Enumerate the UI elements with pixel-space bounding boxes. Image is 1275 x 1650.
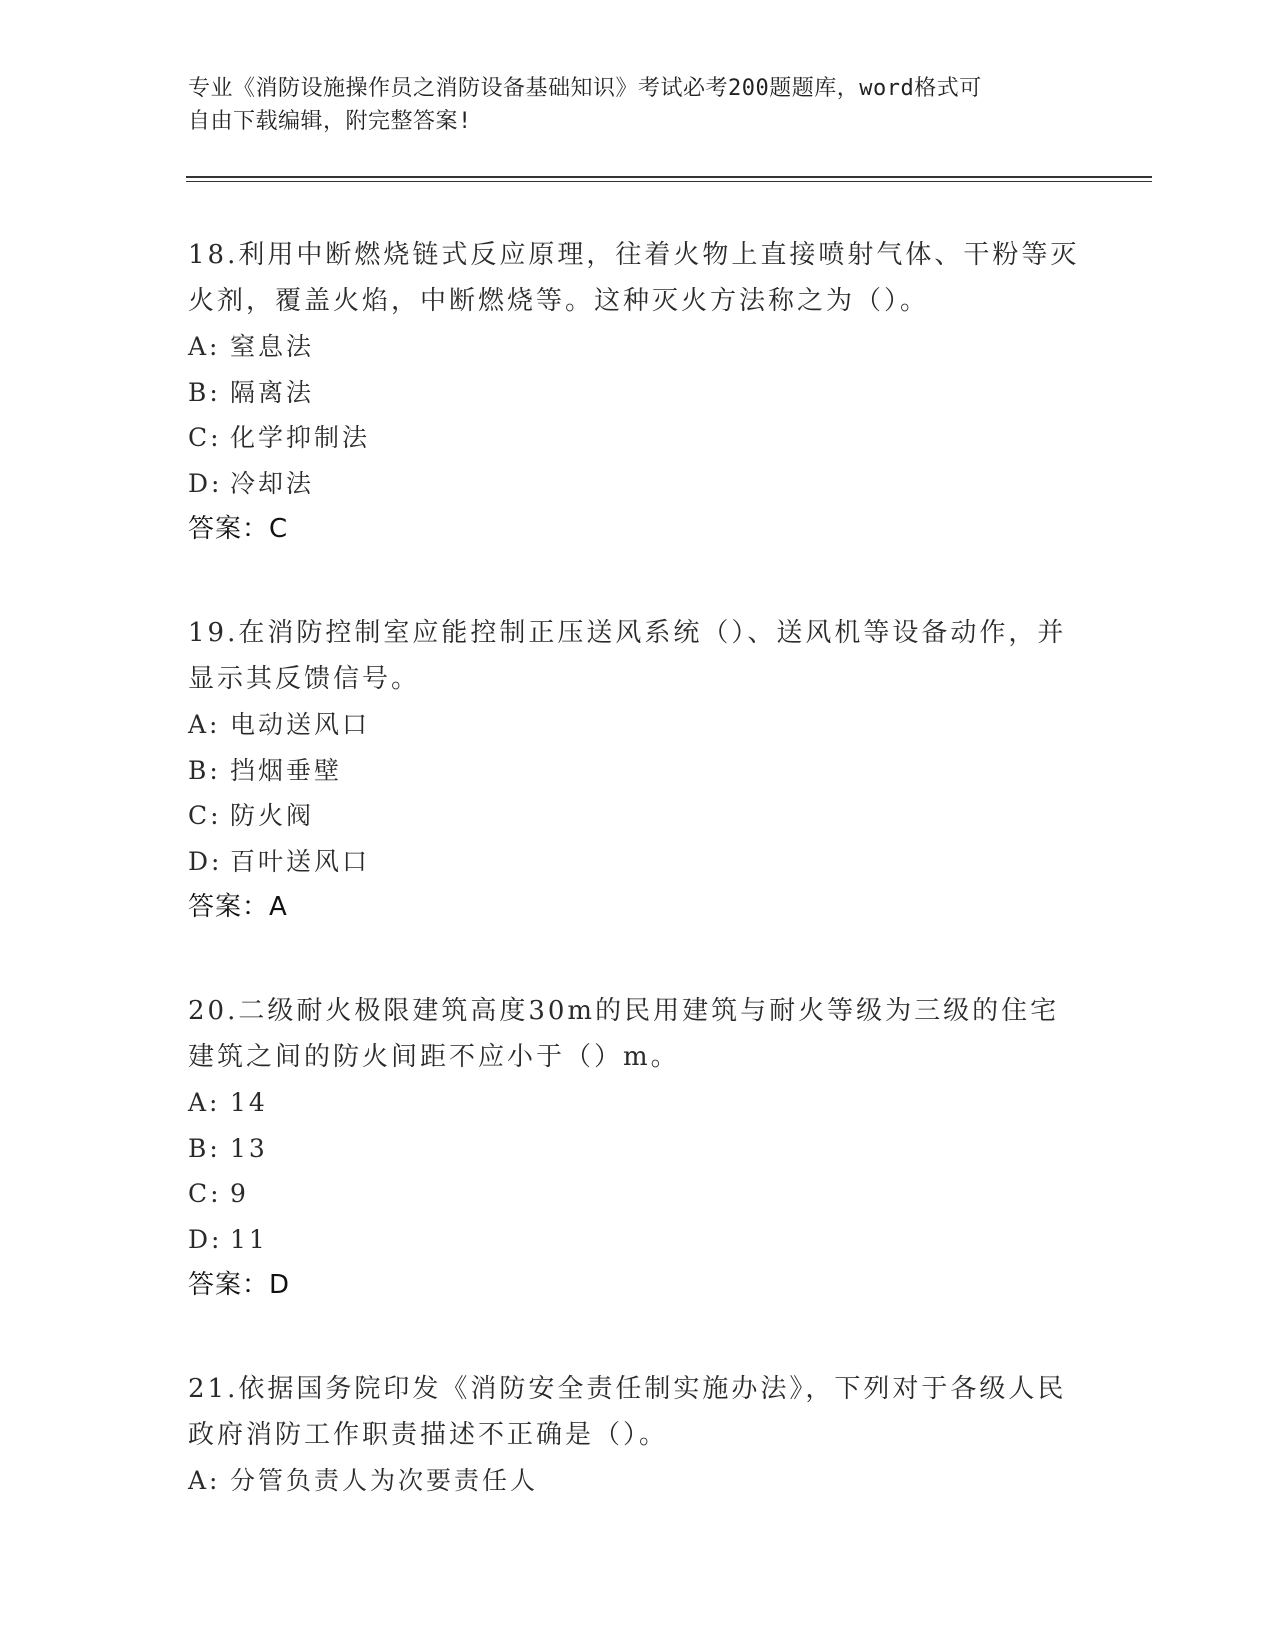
- option-letter: C:: [188, 423, 222, 452]
- option-text: 电动送风口: [230, 710, 371, 739]
- option-d: [188, 839, 1088, 885]
- option-letter: A:: [188, 710, 221, 739]
- header-divider: [186, 176, 1152, 182]
- answer-line: 答案：C: [188, 514, 289, 544]
- question-21: [188, 1366, 1088, 1504]
- option-letter: A:: [188, 332, 221, 361]
- document-header: [188, 72, 1068, 138]
- option-b: [188, 1126, 1088, 1172]
- option-text: 化学抑制法: [230, 423, 371, 452]
- header-line-1: 专业《消防设施操作员之消防设备基础知识》考试必考200题题库，word格式可: [188, 76, 982, 101]
- option-a: [188, 1458, 1088, 1504]
- option-text: 百叶送风口: [230, 846, 371, 876]
- option-letter: D:: [188, 1224, 223, 1254]
- option-text: 隔离法: [230, 377, 315, 407]
- question-stem: 21.依据国务院印发《消防安全责任制实施办法》，下列对于各级人民政府消防工作职责描述不正确是（）。: [188, 1374, 1067, 1450]
- option-a: [188, 1080, 1088, 1126]
- option-letter: B:: [188, 377, 221, 407]
- option-text: 13: [230, 1133, 268, 1163]
- question-stem: 20.二级耐火极限建筑高度30m的民用建筑与耐火等级为三级的住宅建筑之间的防火间距不应小于（）m。: [188, 996, 1060, 1072]
- question-18: [188, 232, 1088, 552]
- option-text: 9: [230, 1179, 249, 1208]
- option-b: [188, 370, 1088, 416]
- option-text: 14: [230, 1088, 268, 1117]
- option-text: 分管负责人为次要责任人: [230, 1466, 539, 1495]
- option-a: [188, 702, 1088, 748]
- question-list: [188, 232, 1088, 1562]
- answer-line: 答案：A: [188, 892, 288, 922]
- option-a: [188, 324, 1088, 370]
- option-letter: A:: [188, 1466, 221, 1495]
- option-d: [188, 1217, 1088, 1263]
- header-line-2: 自由下载编辑，附完整答案!: [188, 109, 472, 134]
- option-text: 11: [230, 1224, 268, 1254]
- option-letter: D:: [188, 468, 223, 498]
- option-letter: B:: [188, 755, 221, 785]
- option-d: [188, 461, 1088, 507]
- option-text: 挡烟垂壁: [230, 755, 343, 785]
- option-c: [188, 1171, 1088, 1217]
- question-stem: 18.利用中断燃烧链式反应原理，往着火物上直接喷射气体、干粉等灭火剂，覆盖火焰，中断燃烧等。这种灭火方法称之为（）。: [188, 240, 1080, 316]
- option-text: 防火阀: [230, 801, 315, 830]
- option-text: 窒息法: [230, 332, 315, 361]
- question-19: [188, 610, 1088, 930]
- option-letter: A:: [188, 1088, 221, 1117]
- option-c: [188, 415, 1088, 461]
- option-letter: C:: [188, 801, 222, 830]
- option-letter: B:: [188, 1133, 221, 1163]
- question-stem: 19.在消防控制室应能控制正压送风系统（）、送风机等设备动作，并显示其反馈信号。: [188, 618, 1067, 694]
- option-text: 冷却法: [230, 468, 315, 498]
- option-letter: C:: [188, 1179, 222, 1208]
- option-b: [188, 748, 1088, 794]
- question-20: [188, 988, 1088, 1308]
- option-letter: D:: [188, 846, 223, 876]
- option-c: [188, 793, 1088, 839]
- answer-line: 答案：D: [188, 1270, 291, 1300]
